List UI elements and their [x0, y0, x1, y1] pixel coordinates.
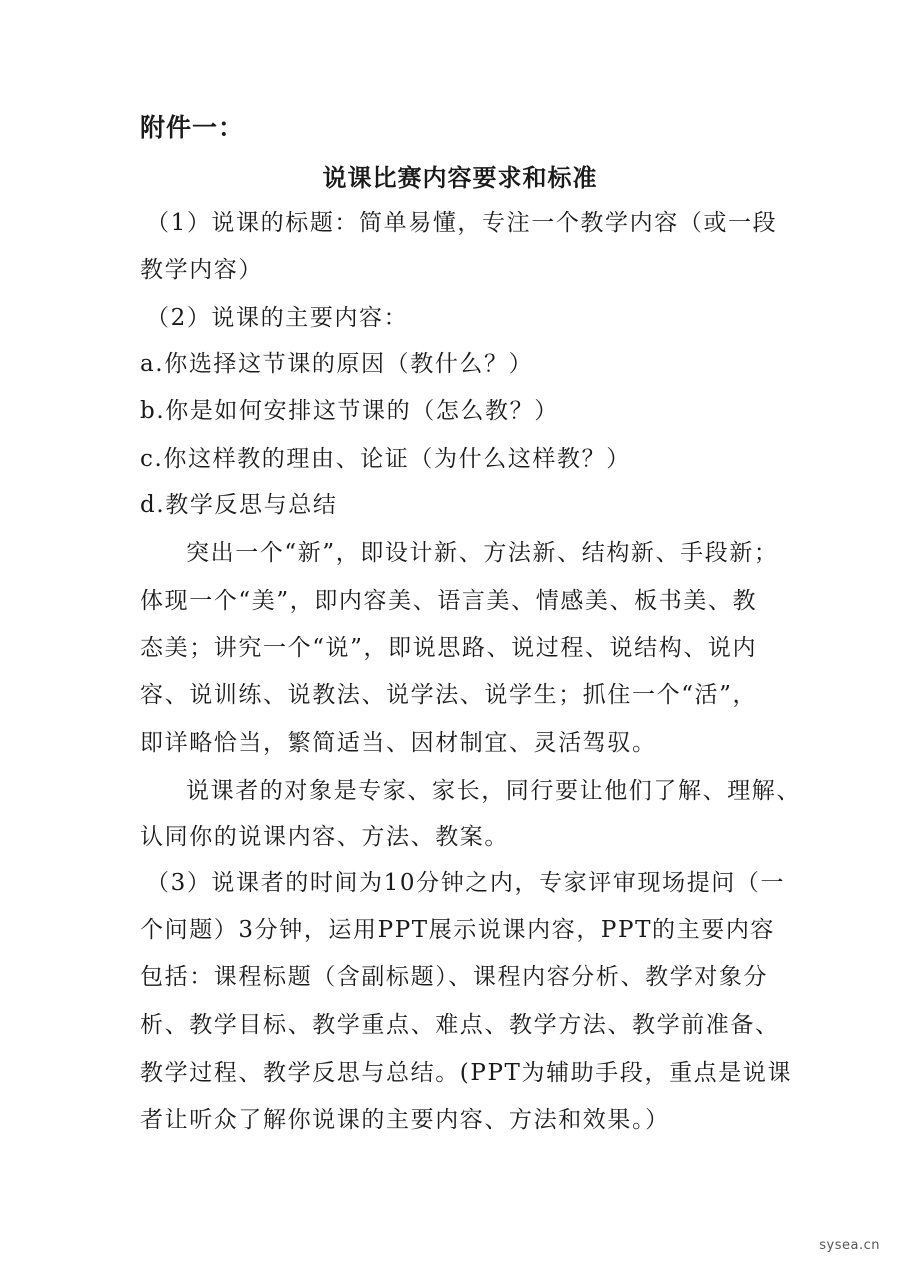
- watermark: sysea.cn: [819, 1238, 880, 1253]
- paragraph-line: a.你选择这节课的原因（教什么？）: [140, 351, 534, 377]
- paragraph-line: 说课者的对象是专家、家长，同行要让他们了解、理解、: [186, 778, 801, 804]
- paragraph-line: b.你是如何安排这节课的（怎么教？）: [140, 398, 559, 424]
- paragraph-line: 教学过程、教学反思与总结。(PPT为辅助手段，重点是说课: [140, 1060, 793, 1086]
- paragraph-line: 体现一个“美”，即内容美、语言美、情感美、板书美、教: [140, 588, 758, 614]
- paragraph-line: 认同你的说课内容、方法、教案。: [140, 824, 509, 850]
- paragraph-line: 容、说训练、说教法、说学法、说学生；抓住一个“活”，: [140, 682, 758, 708]
- paragraph-line: c.你这样教的理由、论证（为什么这样教？）: [140, 446, 631, 472]
- paragraph-line: 者让听众了解你说课的主要内容、方法和效果。）: [140, 1107, 670, 1133]
- paragraph-line: （2）说课的主要内容：: [146, 305, 409, 331]
- paragraph-line: （3）说课者的时间为10分钟之内，专家评审现场提问（一: [146, 870, 786, 896]
- document-title: 说课比赛内容要求和标准: [322, 164, 598, 192]
- annex-label: 附件一：: [140, 113, 245, 142]
- paragraph-line: 教学内容）: [140, 257, 263, 283]
- paragraph-line: （1）说课的标题：简单易懂，专注一个教学内容（或一段: [146, 210, 778, 236]
- paragraph-line: 包括：课程标题（含副标题）、课程内容分析、教学对象分: [140, 964, 769, 990]
- paragraph-line: 析、教学目标、教学重点、难点、教学方法、教学前准备、: [140, 1012, 780, 1038]
- paragraph-line: 态美；讲究一个“说”，即说思路、说过程、说结构、说内: [140, 635, 758, 661]
- paragraph-line: d.教学反思与总结: [140, 492, 338, 518]
- paragraph-line: 个问题）3分钟，运用PPT展示说课内容，PPT的主要内容: [140, 917, 776, 943]
- paragraph-line: 突出一个“新”，即设计新、方法新、结构新、手段新；: [186, 540, 779, 566]
- paragraph-line: 即详略恰当，繁简适当、因材制宜、灵活驾驭。: [140, 730, 657, 756]
